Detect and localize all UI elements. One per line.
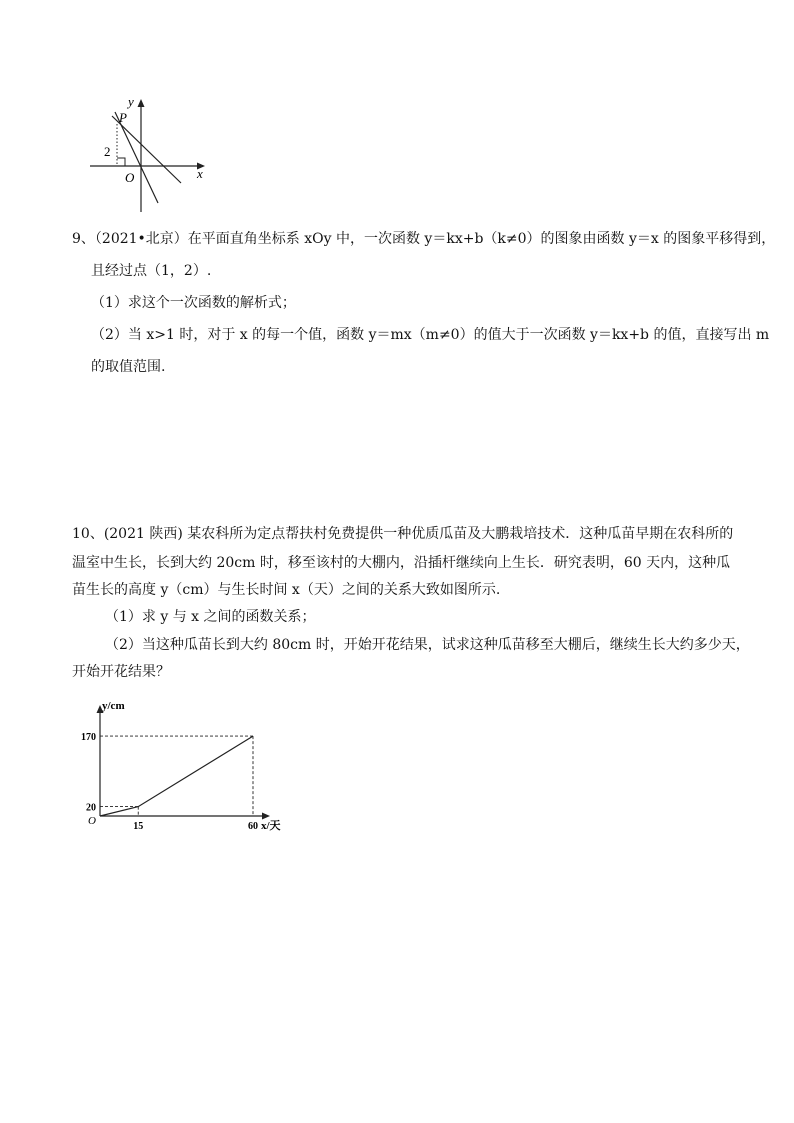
- q10-line-1: 10、(2021 陕西) 某农科所为定点帮扶村免费提供一种优质瓜苗及大鹏栽培技术．这种瓜苗早期在农科所的: [72, 526, 734, 542]
- chart-xlabel: x/天: [261, 820, 281, 832]
- x-tick-label-60: 60: [248, 821, 258, 832]
- chart-origin-label: O: [88, 815, 96, 827]
- q9-line-5: 的取值范围.: [91, 359, 166, 375]
- line-graph-1: [112, 116, 181, 183]
- chart-ylabel: y/cm: [102, 700, 125, 712]
- growth-chart: [80, 695, 300, 840]
- y-tick-label-20: 20: [86, 802, 96, 814]
- q9-line-2: 且经过点（1，2）.: [91, 263, 212, 279]
- value-2-label: 2: [104, 144, 111, 159]
- y-axis-arrow: [138, 99, 145, 107]
- x-tick-label-15: 15: [133, 821, 144, 832]
- q10-line-4: （1）求 y 与 x 之间的函数关系；: [105, 609, 316, 625]
- series-line: [100, 736, 253, 816]
- q10-line-5: （2）当这种瓜苗长到大约 80cm 时，开始开花结果，试求这种瓜苗移至大棚后，继续生长大约多少天，: [105, 637, 750, 653]
- y-label: y: [128, 94, 134, 109]
- q9-line-1: 9、（2021•北京）在平面直角坐标系 xOy 中，一次函数 y＝kx+b（k≠0）的图象由函数 y＝x 的图象平移得到，: [72, 231, 776, 247]
- q9-line-4: （2）当 x>1 时，对于 x 的每一个值，函数 y＝mx（m≠0）的值大于一次函数 y＝kx+b 的值，直接写出 m: [91, 327, 770, 343]
- right-angle-marker: [117, 158, 125, 166]
- q9-line-3: （1）求这个一次函数的解析式；: [91, 295, 296, 311]
- q10-line-6: 开始开花结果？: [72, 664, 170, 680]
- chart-x-axis-arrow: [262, 813, 270, 820]
- y-tick-label-170: 170: [81, 732, 96, 744]
- top-coordinate-figure: [85, 92, 215, 217]
- q10-line-3: 苗生长的高度 y（cm）与生长时间 x（天）之间的关系大致如图所示.: [72, 582, 501, 598]
- x-label: x: [197, 166, 203, 181]
- origin-label: O: [125, 170, 135, 185]
- p-label: P: [119, 110, 127, 125]
- q10-line-2: 温室中生长，长到大约 20cm 时，移至该村的大棚内，沿插杆继续向上生长．研究表明，60 天内，这种瓜: [72, 555, 731, 571]
